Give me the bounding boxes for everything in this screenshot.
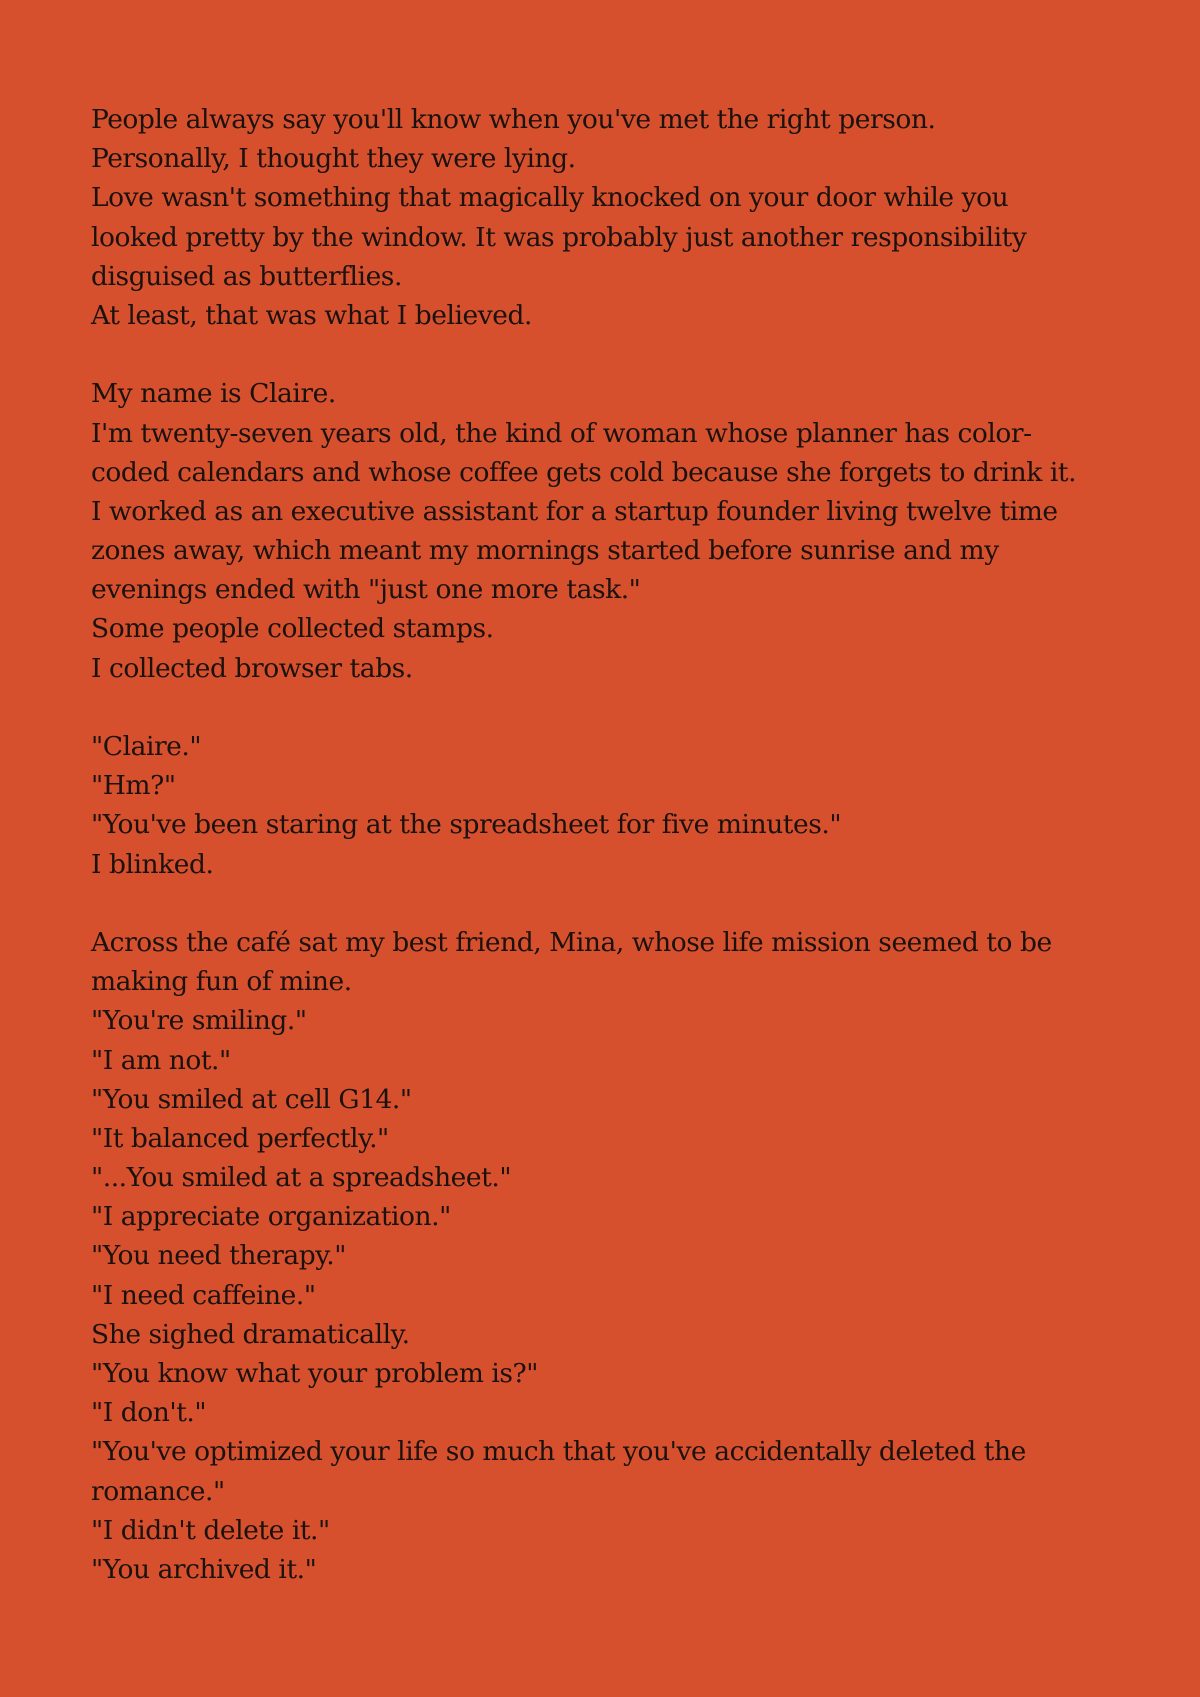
text-line: Personally, I thought they were lying. [91,143,576,175]
text-line: "You smiled at cell G14." [91,1083,412,1115]
text-line: "I need caffeine." [91,1279,316,1311]
text-line: zones away, which meant my mornings started before sunrise and my [91,535,999,567]
text-line: "I didn't delete it." [91,1514,330,1546]
text-line: looked pretty by the window. It was probably just another responsibility [91,221,1027,253]
paragraph-1 [91,100,1131,335]
text-line: "You need therapy." [91,1240,346,1272]
text-line: I collected browser tabs. [91,652,413,684]
text-line: making fun of mine. [91,966,352,998]
text-line: evenings ended with "just one more task." [91,574,641,606]
text-line: "...You smiled at a spreadsheet." [91,1162,512,1194]
text-line: "You're smiling." [91,1005,307,1037]
paragraph-2 [91,374,1131,688]
text-line: At least, that was what I believed. [91,299,532,331]
text-line: Across the café sat my best friend, Mina, whose life mission seemed to be [91,926,1052,958]
paragraph-break [91,884,1131,923]
text-line: "Claire." [91,731,202,762]
text-line: "I am not." [91,1044,231,1076]
story-text [91,100,1131,1589]
text-line: "You know what your problem is?" [91,1358,539,1389]
text-line: She sighed dramatically. [91,1318,410,1350]
text-line: I'm twenty-seven years old, the kind of woman whose planner has color- [91,417,1032,449]
text-line: "Hm?" [91,770,176,802]
text-line: disguised as butterflies. [91,260,402,292]
text-line: My name is Claire. [91,378,336,410]
paragraph-break [91,688,1131,727]
text-line: I worked as an executive assistant for a startup founder living twelve time [91,495,1058,527]
text-line: "It balanced perfectly." [91,1122,389,1154]
text-line: "I don't." [91,1397,207,1429]
text-line: "You archived it." [91,1553,317,1585]
text-line: I blinked. [91,848,214,880]
text-line: "You've been staring at the spreadsheet for five minutes." [91,809,842,841]
text-line: Love wasn't something that magically knocked on your door while you [91,182,1009,214]
paragraph-4 [91,923,1131,1589]
text-line: romance." [91,1475,225,1507]
text-line: "I appreciate organization." [91,1201,451,1233]
text-line: coded calendars and whose coffee gets cold because she forgets to drink it. [91,456,1077,488]
text-line: People always say you'll know when you've met the right person. [91,104,936,135]
paragraph-break [91,335,1131,374]
text-line: "You've optimized your life so much that you've accidentally deleted the [91,1436,1026,1468]
text-line: Some people collected stamps. [91,613,494,645]
paragraph-3 [91,727,1131,884]
